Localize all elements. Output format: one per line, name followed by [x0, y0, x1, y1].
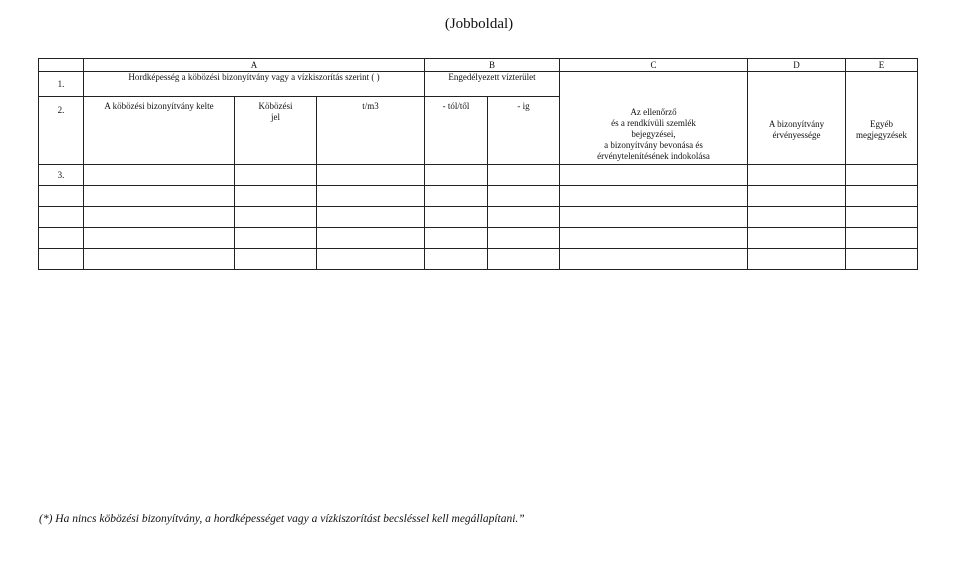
certificate-date-header: A köbözési bizonyítvány kelte [84, 97, 235, 165]
measurement-mark-header: Köbözési jel [235, 97, 317, 165]
table-cell [748, 186, 846, 207]
table-cell [84, 186, 235, 207]
table-cell [425, 228, 488, 249]
tonnage-header: t/m3 [317, 97, 425, 165]
table-cell [39, 228, 84, 249]
table-cell [235, 207, 317, 228]
table-cell [84, 207, 235, 228]
table-row [39, 165, 918, 186]
row-number-2: 2. [39, 97, 84, 165]
corner-cell [39, 59, 84, 72]
table-cell [84, 249, 235, 270]
page-title: (Jobboldal) [444, 16, 514, 32]
table-cell [560, 207, 748, 228]
table-cell [748, 228, 846, 249]
table-cell [488, 207, 560, 228]
table-cell [488, 228, 560, 249]
to-header: - ig [488, 97, 560, 165]
table-cell [846, 165, 918, 186]
capacity-group-header: Hordképesség a köbözési bizonyítvány vagy a vízkiszorítás szerint ( ) [84, 72, 425, 97]
table-cell [84, 228, 235, 249]
column-letter-d: D [748, 59, 846, 72]
table-cell [235, 165, 317, 186]
table-cell [560, 186, 748, 207]
table-cell [235, 249, 317, 270]
table-cell [317, 186, 425, 207]
table-row [39, 249, 918, 270]
validity-header: A bizonyítvány érvényessége [748, 72, 846, 165]
table-cell [425, 207, 488, 228]
table-cell [39, 249, 84, 270]
column-letter-b: B [425, 59, 560, 72]
table-cell [748, 249, 846, 270]
table-cell [235, 228, 317, 249]
table-cell [846, 249, 918, 270]
table-cell [488, 165, 560, 186]
table-cell [748, 207, 846, 228]
header-row-1 [39, 72, 918, 97]
table-cell [425, 249, 488, 270]
row-number-1: 1. [39, 72, 84, 97]
column-letter-a: A [84, 59, 425, 72]
table-cell [317, 165, 425, 186]
table-cell [84, 165, 235, 186]
table-cell [425, 186, 488, 207]
column-letter-e: E [846, 59, 918, 72]
table-cell [39, 207, 84, 228]
register-table [38, 58, 918, 270]
other-notes-header: Egyéb megjegyzések [846, 72, 918, 165]
column-letter-row [39, 59, 918, 72]
footnote: (*) Ha nincs köbözési bizonyítvány, a hordképességet vagy a vízkiszorítást becsléssel kell megállapítani.” [39, 513, 525, 525]
table-row [39, 207, 918, 228]
table-cell [846, 207, 918, 228]
table-cell [317, 228, 425, 249]
table-cell [560, 249, 748, 270]
table-cell [560, 165, 748, 186]
column-letter-c: C [560, 59, 748, 72]
row-number-3: 3. [39, 165, 84, 186]
waterway-group-header: Engedélyezett vízterület [425, 72, 560, 97]
from-header: - tól/től [425, 97, 488, 165]
table-cell [560, 228, 748, 249]
table-cell [488, 249, 560, 270]
table-cell [317, 249, 425, 270]
table-row [39, 186, 918, 207]
table-cell [39, 186, 84, 207]
table-cell [235, 186, 317, 207]
table-cell [488, 186, 560, 207]
table-cell [846, 186, 918, 207]
table-row [39, 228, 918, 249]
inspection-notes-header: Az ellenőrző és a rendkívüli szemlék bejegyzései, a bizonyítvány bevonása és érvénytelenítésének indokolása [560, 72, 748, 165]
table-cell [317, 207, 425, 228]
table-cell [748, 165, 846, 186]
table-cell [846, 228, 918, 249]
table-cell [425, 165, 488, 186]
